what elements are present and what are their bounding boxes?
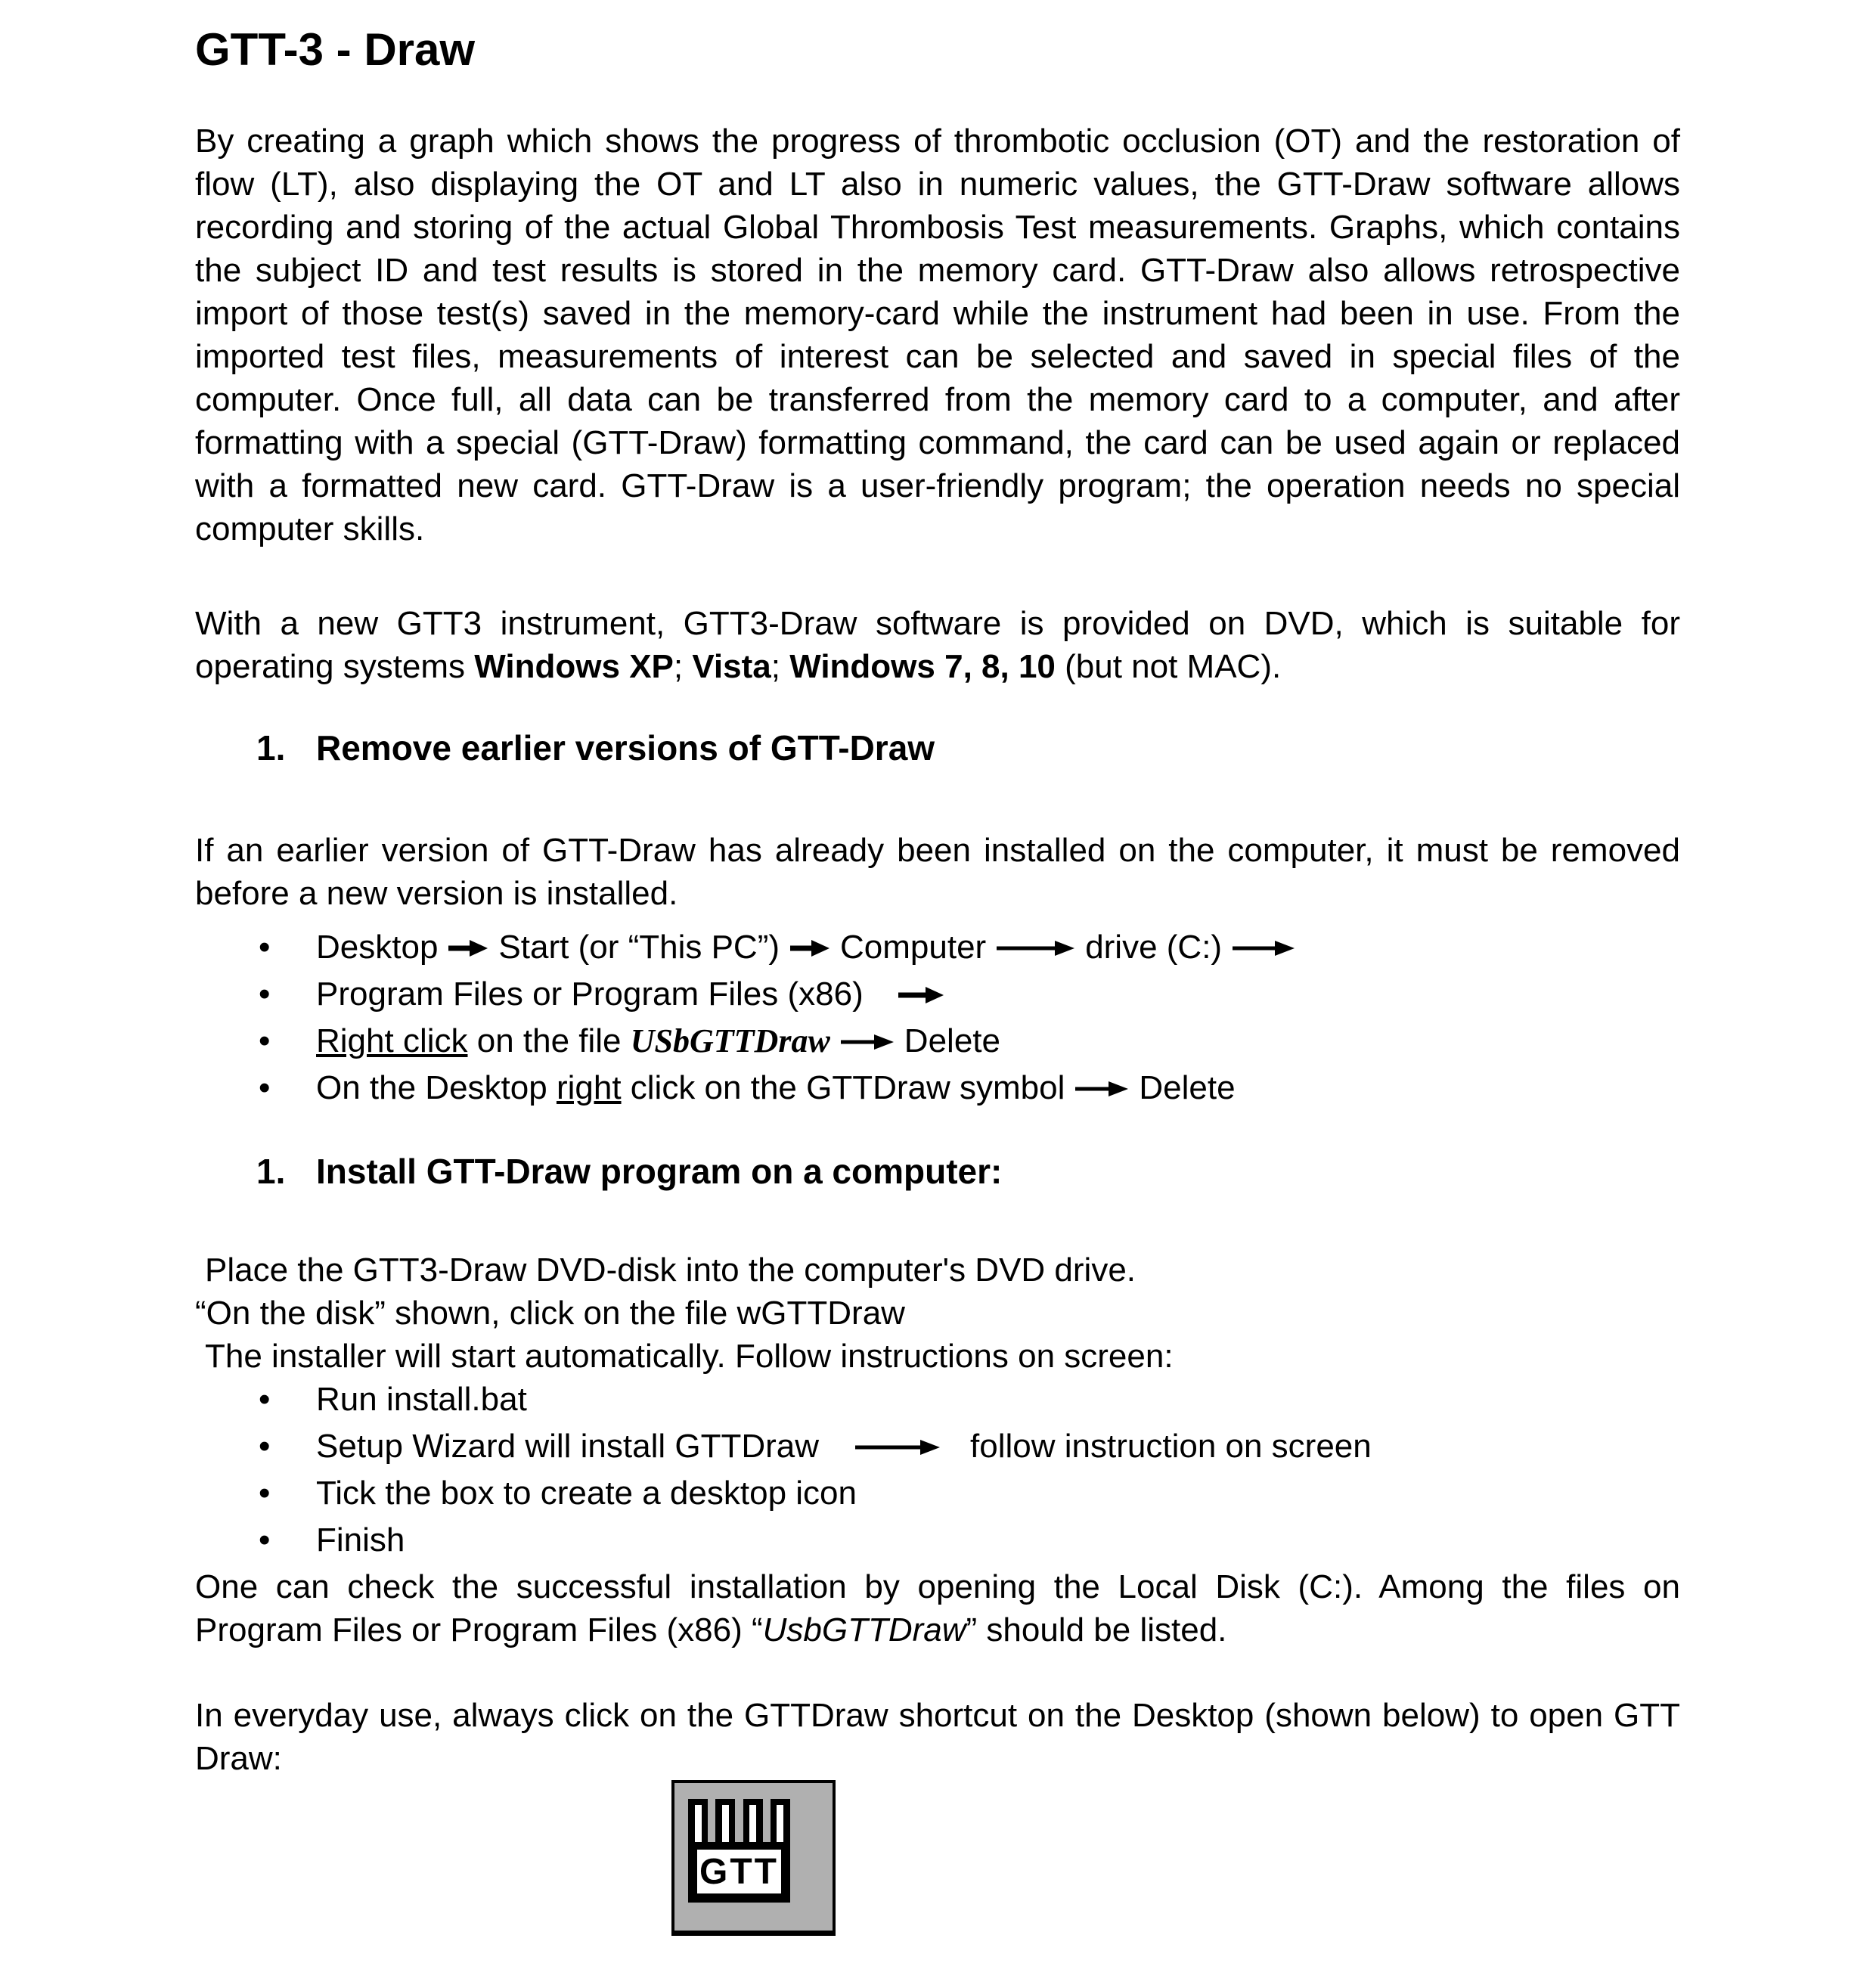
heading-number: 1. [256,728,286,768]
section-install-heading [195,1150,1680,1193]
gtt-icon-inner [688,1799,790,1903]
check-paragraph: One can check the successful installation by opening the Local Disk (C:). Among the files on Program Files or Program Files (x86) “UsbGTTDraw” should be listed. [195,1568,1680,1648]
os-windows-xp: Windows XP [474,648,674,685]
comb-tooth [771,1799,790,1842]
dvd-text: With a new GTT3 instrument, GTT3-Draw software is provided on DVD, which is suitable for operating systems [195,605,1680,685]
heading-number: 1. [256,1152,286,1191]
install-line: Place the GTT3-Draw DVD-disk into the computer's DVD drive. [205,1251,1136,1289]
list-item: • Setup Wizard will install GTTDraw follow instruction on screen [195,1425,1680,1468]
long-arrow-right-icon [1075,1077,1128,1101]
comb-tooth [715,1799,735,1842]
install-steps-list [195,1378,1680,1562]
list-item: • On the Desktop right click on the GTTDraw symbol Delete [195,1066,1680,1109]
everyday-paragraph: In everyday use, always click on the GTTDraw shortcut on the Desktop (shown below) to open GTT Draw: [195,1697,1680,1777]
long-arrow-right-icon [855,1435,940,1459]
comb-tooth [743,1799,763,1842]
dvd-paragraph: With a new GTT3 instrument, GTT3-Draw software is provided on DVD, which is suitable for operating systems Windows XP; Vista; Windows 7, 8, 10 (but not MAC). [195,605,1680,685]
gtt-icon-comb [688,1799,790,1842]
intro-paragraph: By creating a graph which shows the progress of thrombotic occlusion (OT) and the restoration of flow (LT), also displaying the OT and LT also in numeric values, the GTT-Draw software allows recording and storing of the actual Global Thrombosis Test measurements. Graphs, which contains the subject ID and test results is stored in the memory card. GTT-Draw also allows retrospective import of those test(s) saved in the memory-card while the instrument had been in use. From the imported test files, measurements of interest can be selected and saved in special files of the computer. Once full, all data can be transferred from the memory card to a computer, and after formatting with a special (GTT-Draw) formatting command, the card can be used again or replaced with a formatted new card. GTT-Draw is a user-friendly program; the operation needs no special computer skills. [195,123,1680,547]
list-item: • Right click on the file USbGTTDraw Delete [195,1019,1680,1062]
long-arrow-right-icon [1233,936,1295,960]
gtt-icon-box [688,1842,790,1903]
underlined-text: right [556,1069,622,1106]
list-item: • Program Files or Program Files (x86) [195,972,1680,1016]
install-line: “On the disk” shown, click on the file wGTTDraw [195,1295,905,1332]
arrow-right-icon [898,983,944,1007]
os-windows-7-8-10: Windows 7, 8, 10 [789,648,1056,685]
section-remove-heading [195,727,1680,770]
arrow-right-icon [790,936,829,960]
long-arrow-right-icon [997,936,1074,960]
install-line: The installer will start automatically. Follow instructions on screen: [205,1338,1174,1375]
page-title: GTT-3 - Draw [195,24,476,75]
long-arrow-right-icon [841,1030,894,1054]
list-item: • Tick the box to create a desktop icon [195,1472,1680,1515]
underlined-text: Right click [316,1022,468,1059]
remove-intro-paragraph: If an earlier version of GTT-Draw has already been installed on the computer, it must be removed before a new version is installed. [195,832,1680,912]
arrow-right-icon [448,936,488,960]
heading-text: Install GTT-Draw program on a computer: [316,1152,1003,1191]
gtt-icon-label: GTT [697,1850,781,1893]
filename-usbgttdraw: USbGTTDraw [630,1022,830,1059]
list-item: • Run install.bat [195,1378,1680,1421]
filename-usbgttdraw-italic: UsbGTTDraw [762,1611,966,1648]
remove-steps-list [195,926,1680,1109]
comb-tooth [688,1799,708,1842]
heading-text: Remove earlier versions of GTT-Draw [316,728,935,768]
list-item: • Finish [195,1518,1680,1562]
list-item: • Desktop Start (or “This PC”) Computer drive (C:) [195,926,1680,969]
gttdraw-shortcut-icon [671,1780,836,1936]
os-vista: Vista [692,648,771,685]
